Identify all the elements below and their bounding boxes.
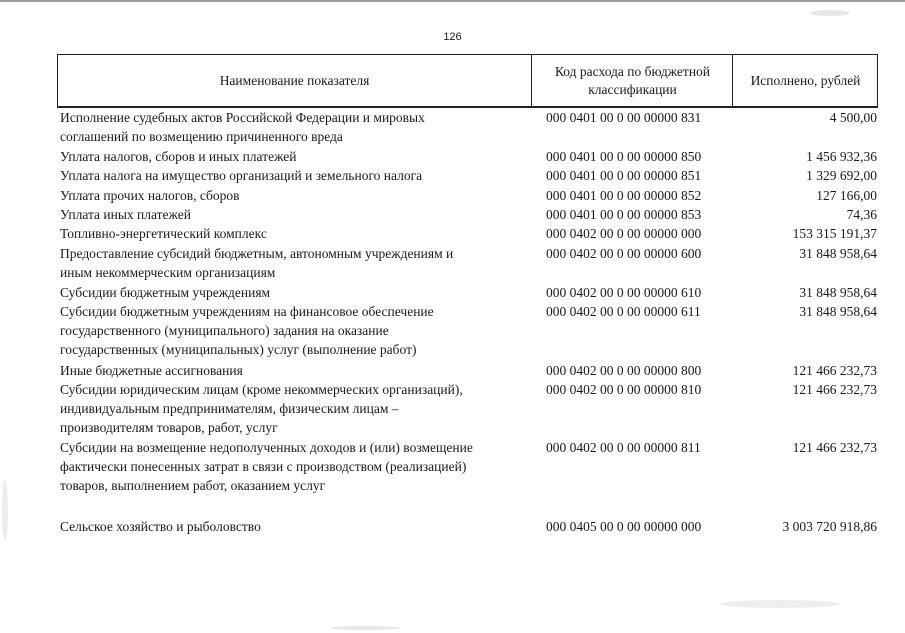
row-name: Субсидии бюджетным учреждениям bbox=[60, 285, 271, 300]
row-amount: 31 848 958,64 bbox=[799, 246, 877, 261]
row-amount: 31 848 958,64 bbox=[799, 285, 877, 300]
row-amount: 127 166,00 bbox=[816, 188, 877, 203]
row-name: Уплата иных платежей bbox=[60, 207, 191, 222]
row-amount: 1 456 932,36 bbox=[806, 149, 877, 164]
scan-noise bbox=[810, 10, 850, 16]
scan-noise bbox=[2, 480, 8, 540]
header-code-column: Код расхода по бюджетной классификации bbox=[531, 55, 733, 106]
row-amount: 74,36 bbox=[846, 207, 877, 222]
row-name: Предоставление субсидий бюджетным, автономным учреждениям и иным некоммерческим организациям bbox=[60, 246, 454, 280]
row-name: Исполнение судебных актов Российской Федерации и мировых соглашений по возмещению причиненного вреда bbox=[60, 110, 425, 144]
row-name: Уплата налога на имущество организаций и земельного налога bbox=[60, 168, 423, 183]
row-code: 000 0401 00 0 00 00000 851 bbox=[546, 168, 702, 183]
row-amount: 3 003 720 918,86 bbox=[782, 519, 877, 534]
row-code: 000 0402 00 0 00 00000 000 bbox=[546, 226, 702, 241]
scan-noise bbox=[720, 600, 840, 608]
row-code: 000 0402 00 0 00 00000 611 bbox=[546, 304, 701, 319]
scan-noise bbox=[330, 626, 400, 630]
row-amount: 1 329 692,00 bbox=[806, 168, 877, 183]
row-code: 000 0402 00 0 00 00000 811 bbox=[546, 440, 701, 455]
row-name: Субсидии юридическим лицам (кроме некоммерческих организаций), индивидуальным предпринимателям, физическим лицам – производителям товаров, работ, услуг bbox=[60, 382, 463, 435]
header-executed-column: Исполнено, рублей bbox=[732, 55, 878, 106]
row-amount: 4 500,00 bbox=[829, 110, 877, 125]
header-name-column: Наименование показателя bbox=[219, 72, 370, 88]
row-amount: 121 466 232,73 bbox=[792, 382, 877, 397]
row-code: 000 0402 00 0 00 00000 600 bbox=[546, 246, 702, 261]
row-name: Уплата прочих налогов, сборов bbox=[60, 188, 240, 203]
row-code: 000 0401 00 0 00 00000 853 bbox=[546, 207, 702, 222]
row-name: Сельское хозяйство и рыболовство bbox=[60, 519, 261, 534]
row-name: Иные бюджетные ассигнования bbox=[60, 363, 243, 378]
row-code: 000 0401 00 0 00 00000 852 bbox=[546, 188, 702, 203]
row-amount: 153 315 191,37 bbox=[792, 226, 877, 241]
row-code: 000 0401 00 0 00 00000 831 bbox=[546, 110, 702, 125]
row-name: Топливно-энергетический комплекс bbox=[60, 226, 267, 241]
row-amount: 121 466 232,73 bbox=[792, 363, 877, 378]
row-amount: 121 466 232,73 bbox=[792, 440, 877, 455]
row-code: 000 0402 00 0 00 00000 610 bbox=[546, 285, 702, 300]
row-code: 000 0402 00 0 00 00000 800 bbox=[546, 363, 702, 378]
row-code: 000 0401 00 0 00 00000 850 bbox=[546, 149, 702, 164]
row-amount: 31 848 958,64 bbox=[799, 304, 877, 319]
row-name: Субсидии на возмещение недополученных доходов и (или) возмещение фактически понесенных затрат в связи с производством (реализацией) товаров, выполнением работ, оказанием услуг bbox=[60, 440, 473, 493]
row-code: 000 0402 00 0 00 00000 810 bbox=[546, 382, 702, 397]
row-code: 000 0405 00 0 00 00000 000 bbox=[546, 519, 702, 534]
row-name: Уплата налогов, сборов и иных платежей bbox=[60, 149, 297, 164]
page-number: 126 bbox=[443, 31, 462, 43]
row-name: Субсидии бюджетным учреждениям на финансовое обеспечение государственного (муниципального) задания на оказание государственных (муниципальных) услуг (выполнение работ) bbox=[60, 304, 434, 357]
